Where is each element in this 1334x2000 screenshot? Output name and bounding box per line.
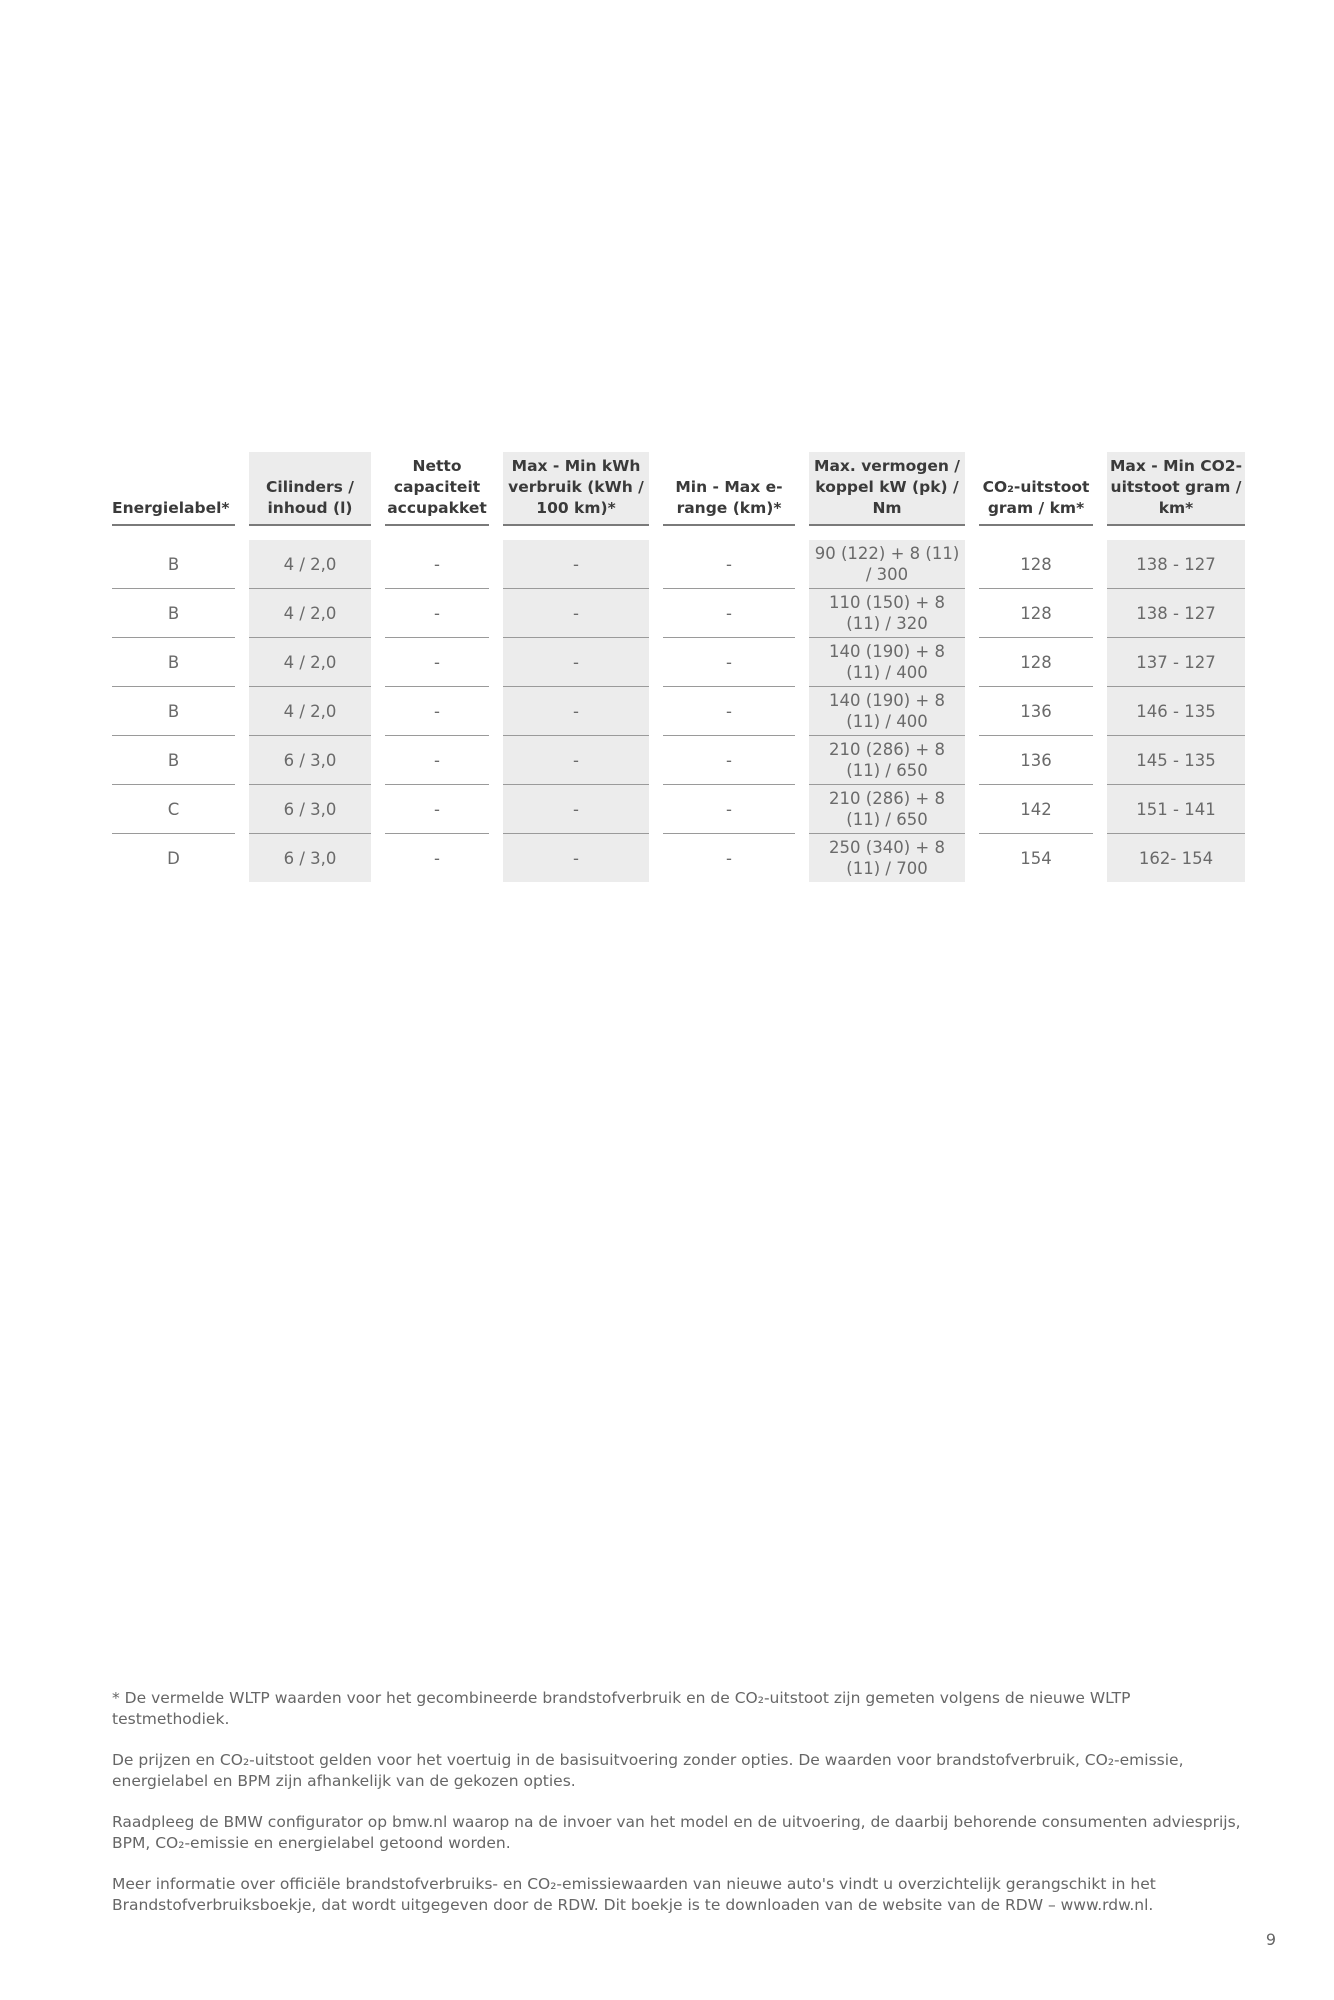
table-cell: 90 (122) + 8 (11) / 300 <box>802 540 972 589</box>
column-header: Cilinders / inhoud (l) <box>242 452 378 525</box>
table-cell: - <box>496 540 656 589</box>
spacer-cell <box>1100 525 1252 540</box>
table-cell: 6 / 3,0 <box>242 834 378 883</box>
column-header: Min - Max e-range (km)* <box>675 478 783 517</box>
table-cell: 151 - 141 <box>1100 785 1252 834</box>
table-cell: - <box>656 785 802 834</box>
column-header: Netto capaciteit accupakket <box>387 457 487 517</box>
table-cell: D <box>167 848 180 868</box>
footnote-rdw: Meer informatie over officiële brandstofverbruiks- en CO₂-emissiewaarden van nieuwe auto's vindt u overzichtelijk gerangschikt in het Brandstofverbruiksboekje, dat wordt uitgegeven door de RDW. Dit boekje is te downloaden van de website van de RDW – www.rdw.nl. <box>112 1875 1156 1914</box>
spacer-cell <box>242 525 378 540</box>
table-cell: - <box>434 848 440 868</box>
table-cell: 4 / 2,0 <box>242 687 378 736</box>
table-cell: - <box>656 589 802 638</box>
emissions-spec-table <box>112 452 1259 882</box>
table-cell: 6 / 3,0 <box>242 785 378 834</box>
table-cell: - <box>496 638 656 687</box>
table-row <box>112 785 1252 834</box>
column-header: CO₂-uitstoot gram / km* <box>982 478 1090 517</box>
table-cell: 210 (286) + 8 (11) / 650 <box>802 736 972 785</box>
table-cell: B <box>112 540 242 589</box>
table-cell: B <box>112 638 242 687</box>
column-header: Max - Min CO2-uitstoot gram / km* <box>1100 452 1252 525</box>
table-row <box>112 687 1252 736</box>
table-header-row <box>112 452 1252 525</box>
table-row <box>112 540 1252 589</box>
table-cell: B <box>112 736 242 785</box>
table-cell: B <box>112 687 242 736</box>
table-cell: 210 (286) + 8 (11) / 650 <box>802 785 972 834</box>
page-number: 9 <box>1265 1930 1276 1949</box>
table-cell: - <box>496 785 656 834</box>
table-cell: - <box>656 638 802 687</box>
table-cell: - <box>378 540 496 589</box>
footnote-configurator: Raadpleeg de BMW configurator op bmw.nl waarop na de invoer van het model en de uitvoering, de daarbij behorende consumenten adviesprijs, BPM, CO₂-emissie en energielabel getoond worden. <box>112 1813 1241 1852</box>
spacer-cell <box>656 525 802 540</box>
table-cell: 136 <box>972 687 1100 736</box>
table-cell: - <box>496 687 656 736</box>
table-cell: 140 (190) + 8 (11) / 400 <box>802 687 972 736</box>
table-cell: 110 (150) + 8 (11) / 320 <box>802 589 972 638</box>
table-cell: 6 / 3,0 <box>242 736 378 785</box>
spacer-cell <box>496 525 656 540</box>
table-cell: 136 <box>972 736 1100 785</box>
table-cell: 128 <box>972 589 1100 638</box>
table-cell: - <box>656 687 802 736</box>
table-cell: 4 / 2,0 <box>242 589 378 638</box>
table-row <box>112 736 1252 785</box>
table-cell: 250 (340) + 8 (11) / 700 <box>802 834 972 883</box>
table-cell: - <box>378 589 496 638</box>
table-cell: - <box>656 540 802 589</box>
spacer-cell <box>802 525 972 540</box>
table-row <box>112 834 1252 883</box>
table-cell: - <box>656 736 802 785</box>
table-body <box>112 525 1252 882</box>
footnotes <box>112 1688 1252 1936</box>
table-cell: 138 - 127 <box>1100 540 1252 589</box>
table-cell: 138 - 127 <box>1100 589 1252 638</box>
table-cell: 162- 154 <box>1100 834 1252 883</box>
table-cell: B <box>112 589 242 638</box>
table-cell: - <box>378 687 496 736</box>
table-cell: - <box>496 834 656 883</box>
spacer-cell <box>112 525 242 540</box>
spacer-cell <box>378 525 496 540</box>
header-spacer <box>112 525 1252 540</box>
column-header: Max - Min kWh verbruik (kWh / 100 km)* <box>496 452 656 525</box>
table-cell: 4 / 2,0 <box>242 540 378 589</box>
table-cell: 4 / 2,0 <box>242 638 378 687</box>
column-header: Energielabel* <box>112 499 230 517</box>
table-cell: - <box>378 785 496 834</box>
column-header: Max. vermogen / koppel kW (pk) / Nm <box>802 452 972 525</box>
table-cell: - <box>496 736 656 785</box>
table-cell: - <box>726 848 732 868</box>
table-cell: 140 (190) + 8 (11) / 400 <box>802 638 972 687</box>
footnote-wltp: * De vermelde WLTP waarden voor het gecombineerde brandstofverbruik en de CO₂-uitstoot zijn gemeten volgens de nieuwe WLTP testmethodiek. <box>112 1689 1131 1728</box>
table-cell: 137 - 127 <box>1100 638 1252 687</box>
table-row <box>112 638 1252 687</box>
table-cell: 128 <box>972 638 1100 687</box>
table-cell: - <box>378 638 496 687</box>
table-cell: 146 - 135 <box>1100 687 1252 736</box>
table-cell: - <box>378 736 496 785</box>
table-cell: 142 <box>972 785 1100 834</box>
spacer-cell <box>972 525 1100 540</box>
table-cell: C <box>112 785 242 834</box>
table-cell: 154 <box>1020 848 1052 868</box>
table-row <box>112 589 1252 638</box>
table-cell: 128 <box>972 540 1100 589</box>
footnote-prices: De prijzen en CO₂-uitstoot gelden voor het voertuig in de basisuitvoering zonder opties. De waarden voor brandstofverbruik, CO₂-emissie, energielabel en BPM zijn afhankelijk van de gekozen opties. <box>112 1751 1184 1790</box>
table-cell: 145 - 135 <box>1100 736 1252 785</box>
table-cell: - <box>496 589 656 638</box>
